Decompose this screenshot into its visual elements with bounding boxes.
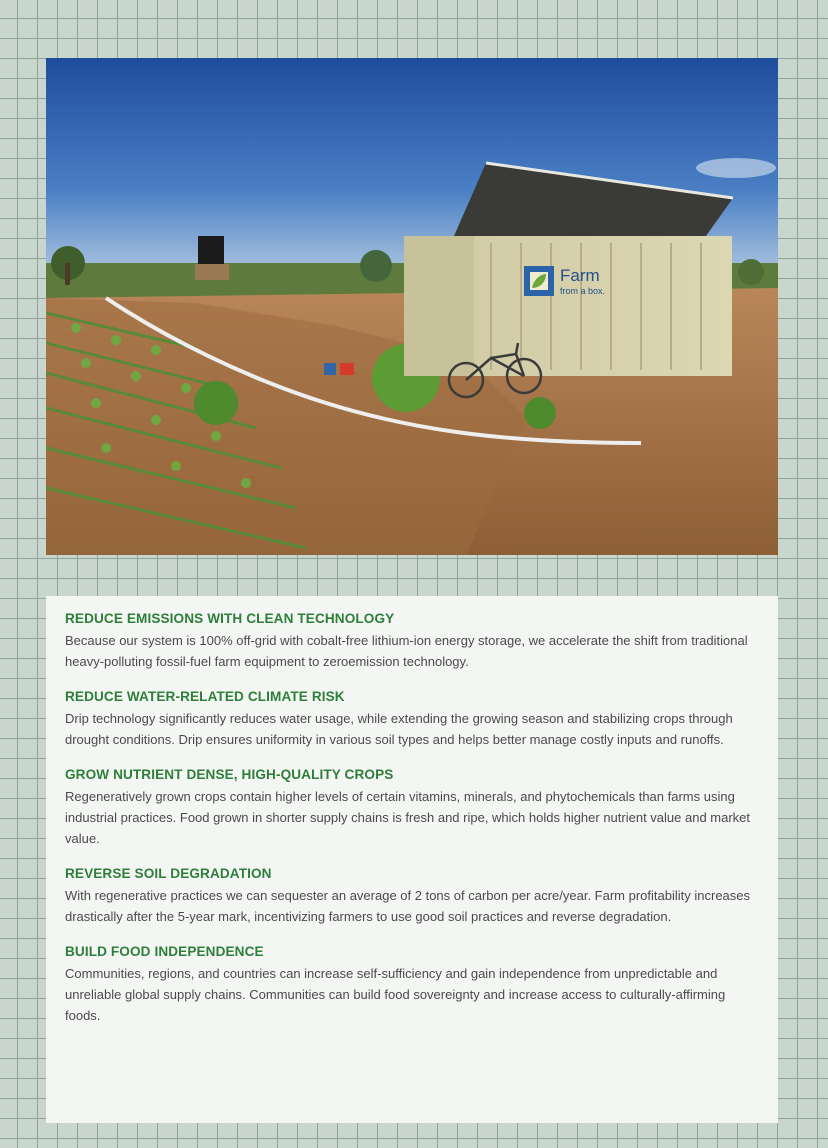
section-heading: REDUCE EMISSIONS WITH CLEAN TECHNOLOGY bbox=[65, 611, 395, 626]
logo-text-tagline: from a box. bbox=[560, 286, 606, 296]
section-food-independence bbox=[65, 943, 760, 1026]
section-heading: GROW NUTRIENT DENSE, HIGH-QUALITY CROPS bbox=[65, 767, 394, 782]
logo-text-farm: Farm bbox=[560, 266, 600, 285]
shrub bbox=[194, 381, 238, 425]
section-body: Communities, regions, and countries can increase self-sufficiency and gain independence from unpredictable and unreliable global supply chains. Communities can build food sovereignty and increase access to culturally-affirming foods. bbox=[65, 966, 726, 1023]
section-soil-degradation bbox=[65, 865, 760, 927]
water-tank bbox=[198, 236, 224, 266]
section-body: Regeneratively grown crops contain higher levels of certain vitamins, minerals, and phytochemicals than farms using industrial practices. Food grown in shorter supply chains is fresh and ripe, which holds higher nutrient value and market value. bbox=[65, 789, 751, 846]
section-heading: REVERSE SOIL DEGRADATION bbox=[65, 866, 272, 881]
section-body: Drip technology significantly reduces water usage, while extending the growing season and stabilizing crops through drought conditions. Drip ensures uniformity in various soil types and helps better manage costly inputs and runoffs. bbox=[65, 711, 733, 747]
section-heading: BUILD FOOD INDEPENDENCE bbox=[65, 944, 264, 959]
farm-container-photo bbox=[46, 58, 778, 555]
section-heading: REDUCE WATER-RELATED CLIMATE RISK bbox=[65, 689, 345, 704]
benefits-panel bbox=[46, 596, 778, 1123]
section-nutrient-crops bbox=[65, 766, 760, 849]
section-reduce-emissions bbox=[65, 610, 760, 672]
section-body: Because our system is 100% off-grid with cobalt-free lithium-ion energy storage, we accelerate the shift from traditional heavy-polluting fossil-fuel farm equipment to zeroemission technology. bbox=[65, 633, 748, 669]
section-body: With regenerative practices we can sequester an average of 2 tons of carbon per acre/year. Farm profitability increases drastically after the 5-year mark, incentivizing farmers to use good soil practices and reverse degradation. bbox=[65, 888, 751, 924]
section-water-risk bbox=[65, 688, 760, 750]
